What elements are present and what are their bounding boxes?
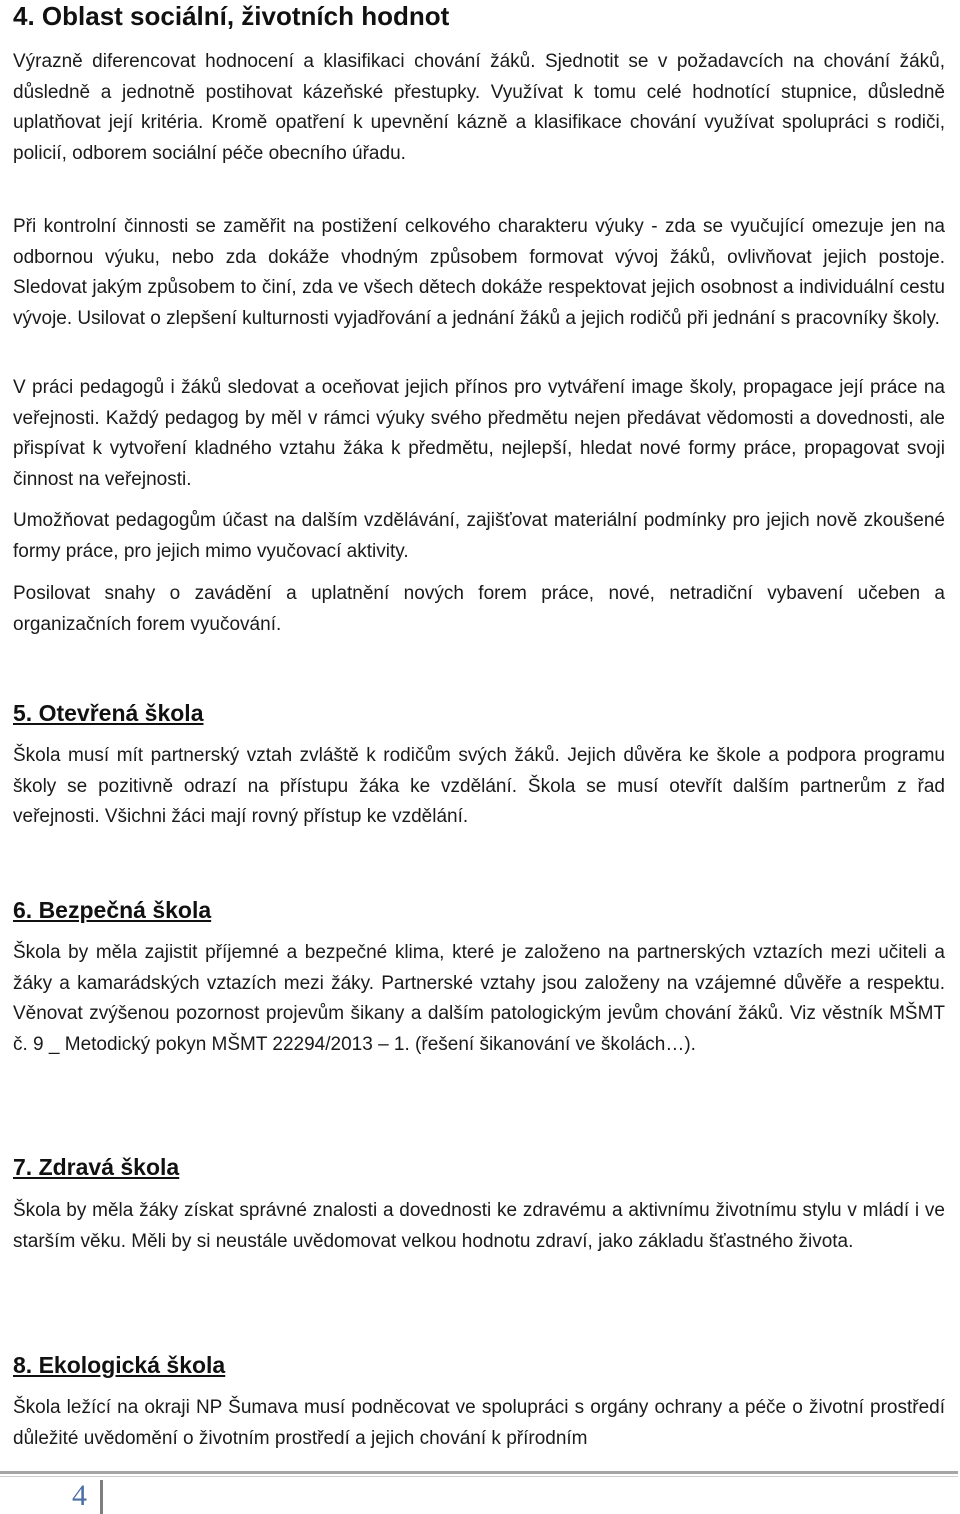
section-8-heading: 8. Ekologická škola	[13, 1352, 226, 1378]
section-4-paragraph-1: Výrazně diferencovat hodnocení a klasifikaci chování žáků. Sjednotit se v požadavcích na chování žáků, důsledně a jednotně postihovat kázeňské přestupky. Využívat k tomu celé hodnotící stupnice, důsledně uplatňovat její kritéria. Kromě opatření k upevnění kázně a klasifikace chování využívat spolupráci s rodiči, policií, odborem sociální péče obecního úřadu.	[13, 51, 945, 164]
section-7-paragraph: Škola by měla žáky získat správné znalosti a dovednosti ke zdravému a aktivnímu životnímu stylu v mládí i ve starším věku. Měli by si neustále uvědomovat velkou hodnotu zdraví, jako základu šťastného života.	[13, 1200, 945, 1252]
section-4-paragraph-4: Umožňovat pedagogům účast na dalším vzdělávání, zajišťovat materiální podmínky pro jejich nově zkoušené formy práce, pro jejich mimo vyučovací aktivity.	[13, 510, 945, 562]
section-6-paragraph: Škola by měla zajistit příjemné a bezpečné klima, které je založeno na partnerských vztazích mezi učiteli a žáky a kamarádských vztazích mezi žáky. Partnerské vztahy jsou založeny na vzájemné důvěře a respektu. Věnovat zvýšenou pozornost projevům šikany a dalším patologickým jevům chování žáků. Viz věstník MŠMT č. 9 _ Metodický pokyn MŠMT 22294/2013 – 1. (řešení šikanování ve školách…).	[13, 942, 945, 1055]
footer-divider-thin	[0, 1476, 958, 1477]
section-4-heading: 4. Oblast sociální, životních hodnot	[13, 1, 450, 31]
section-6-heading: 6. Bezpečná škola	[13, 897, 212, 923]
footer-divider	[0, 1471, 958, 1474]
section-7-heading: 7. Zdravá škola	[13, 1154, 180, 1180]
section-4-paragraph-3: V práci pedagogů i žáků sledovat a oceňovat jejich přínos pro vytváření image školy, propagace její práce na veřejnosti. Každý pedagog by měl v rámci výuky svého předmětu nejen předávat vědomosti a dovednosti, ale přispívat k vytvoření kladného vztahu žáka k předmětu, nejlepší, hledat nové formy práce, propagovat svoji činnost na veřejnosti.	[13, 377, 945, 490]
page-number-separator	[100, 1480, 103, 1514]
section-5-paragraph: Škola musí mít partnerský vztah zvláště k rodičům svých žáků. Jejich důvěra ke škole a podpora programu školy se pozitivně odrazí na přístupu žáka ke vzdělání. Škola se musí otevřít dalším partnerům z řad veřejnosti. Všichni žáci mají rovný přístup ke vzdělání.	[13, 745, 945, 827]
section-8-paragraph: Škola ležící na okraji NP Šumava musí podněcovat ve spolupráci s orgány ochrany a péče o životní prostředí důležité uvědomění o životním prostředí a jejich chování k přírodním	[13, 1397, 945, 1449]
section-5-heading: 5. Otevřená škola	[13, 700, 204, 726]
page-number: 4	[72, 1479, 87, 1512]
section-4-paragraph-2: Při kontrolní činnosti se zaměřit na postižení celkového charakteru výuky - zda se vyučující omezuje jen na odbornou výuku, nebo zda dokáže vhodným způsobem formovat vývoj žáků, ovlivňovat jejich postoje. Sledovat jakým způsobem to činí, zda ve všech dětech dokáže respektovat jejich osobnost a individuální cestu vývoje. Usilovat o zlepšení kulturnosti vyjadřování a jednání žáků a jejich rodičů při jednání s pracovníky školy.	[13, 216, 945, 329]
section-4-paragraph-5: Posilovat snahy o zavádění a uplatnění nových forem práce, nové, netradiční vybavení učeben a organizačních forem vyučování.	[13, 583, 945, 635]
